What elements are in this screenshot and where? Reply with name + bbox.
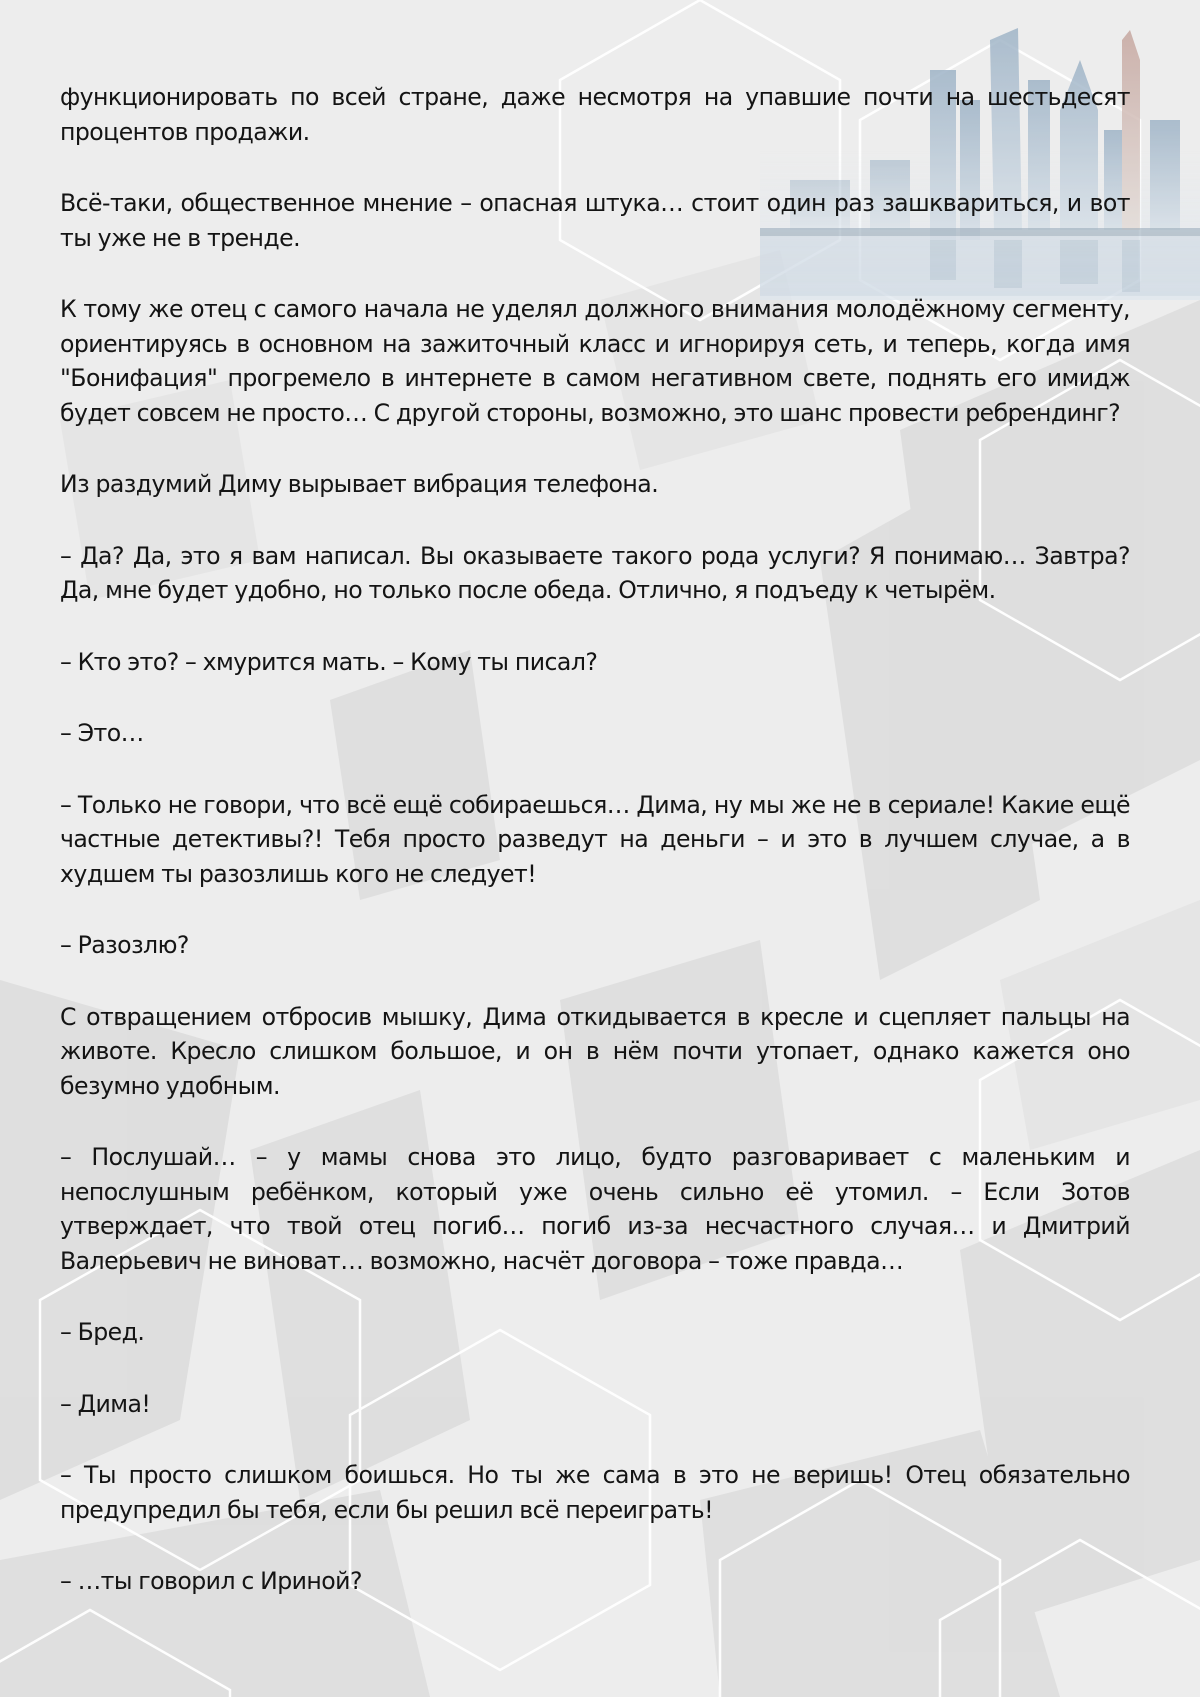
paragraph: Всё-таки, общественное мнение – опасная штука… стоит один раз зашквариться, и вот ты уже не в тренде.	[60, 189, 1130, 252]
paragraph: С отвращением отбросив мышку, Дима откидывается в кресле и сцепляет пальцы на животе. Кресло слишком большое, и он в нём почти утопает, однако кажется оно безумно удобным.	[60, 1002, 1130, 1100]
paragraph: – Дима!	[60, 1389, 151, 1418]
paragraph: – Ты просто слишком боишься. Но ты же сама в это не веришь! Отец обязательно предупредил бы тебя, если бы решил всё переиграть!	[60, 1461, 1130, 1524]
paragraph: Из раздумий Диму вырывает вибрация телефона.	[60, 470, 659, 498]
paragraph: – Послушай… – у мамы снова это лицо, будто разговаривает с маленьким и непослушным ребёнком, который уже очень сильно её утомил. – Если Зотов утверждает, что твой отец погиб… погиб из-за несчастного случая… и Дмитрий Валерьевич не виноват… возможно, насчёт договора – тоже правда…	[60, 1143, 1130, 1275]
paragraph: – Бред.	[60, 1318, 145, 1346]
paragraph: – Это…	[60, 719, 144, 747]
paragraph: – Да? Да, это я вам написал. Вы оказываете такого рода услуги? Я понимаю… Завтра? Да, мне будет удобно, но только после обеда. Отлично, я подъеду к четырём.	[60, 541, 1130, 604]
paragraph: функционировать по всей стране, даже несмотря на упавшие почти на шестьдесят процентов продажи.	[60, 83, 1130, 146]
paragraph: – …ты говорил с Ириной?	[60, 1567, 362, 1595]
document-body	[60, 80, 1130, 1636]
paragraph: – Кто это? – хмурится мать. – Кому ты писал?	[60, 647, 598, 676]
paragraph: – Только не говори, что всё ещё собираешься… Дима, ну мы же не в сериале! Какие ещё частные детективы?! Тебя просто разведут на деньги – и это в лучшем случае, а в худшем ты разозлишь кого не следует!	[60, 790, 1130, 888]
paragraph: К тому же отец с самого начала не уделял должного внимания молодёжному сегменту, ориентируясь в основном на зажиточный класс и игнорируя сеть, и теперь, когда имя "Бонифация" прогремело в интернете в самом негативном свете, поднять его имидж будет совсем не просто… С другой стороны, возможно, это шанс провести ребрендинг?	[60, 295, 1130, 427]
paragraph: – Разозлю?	[60, 931, 189, 959]
